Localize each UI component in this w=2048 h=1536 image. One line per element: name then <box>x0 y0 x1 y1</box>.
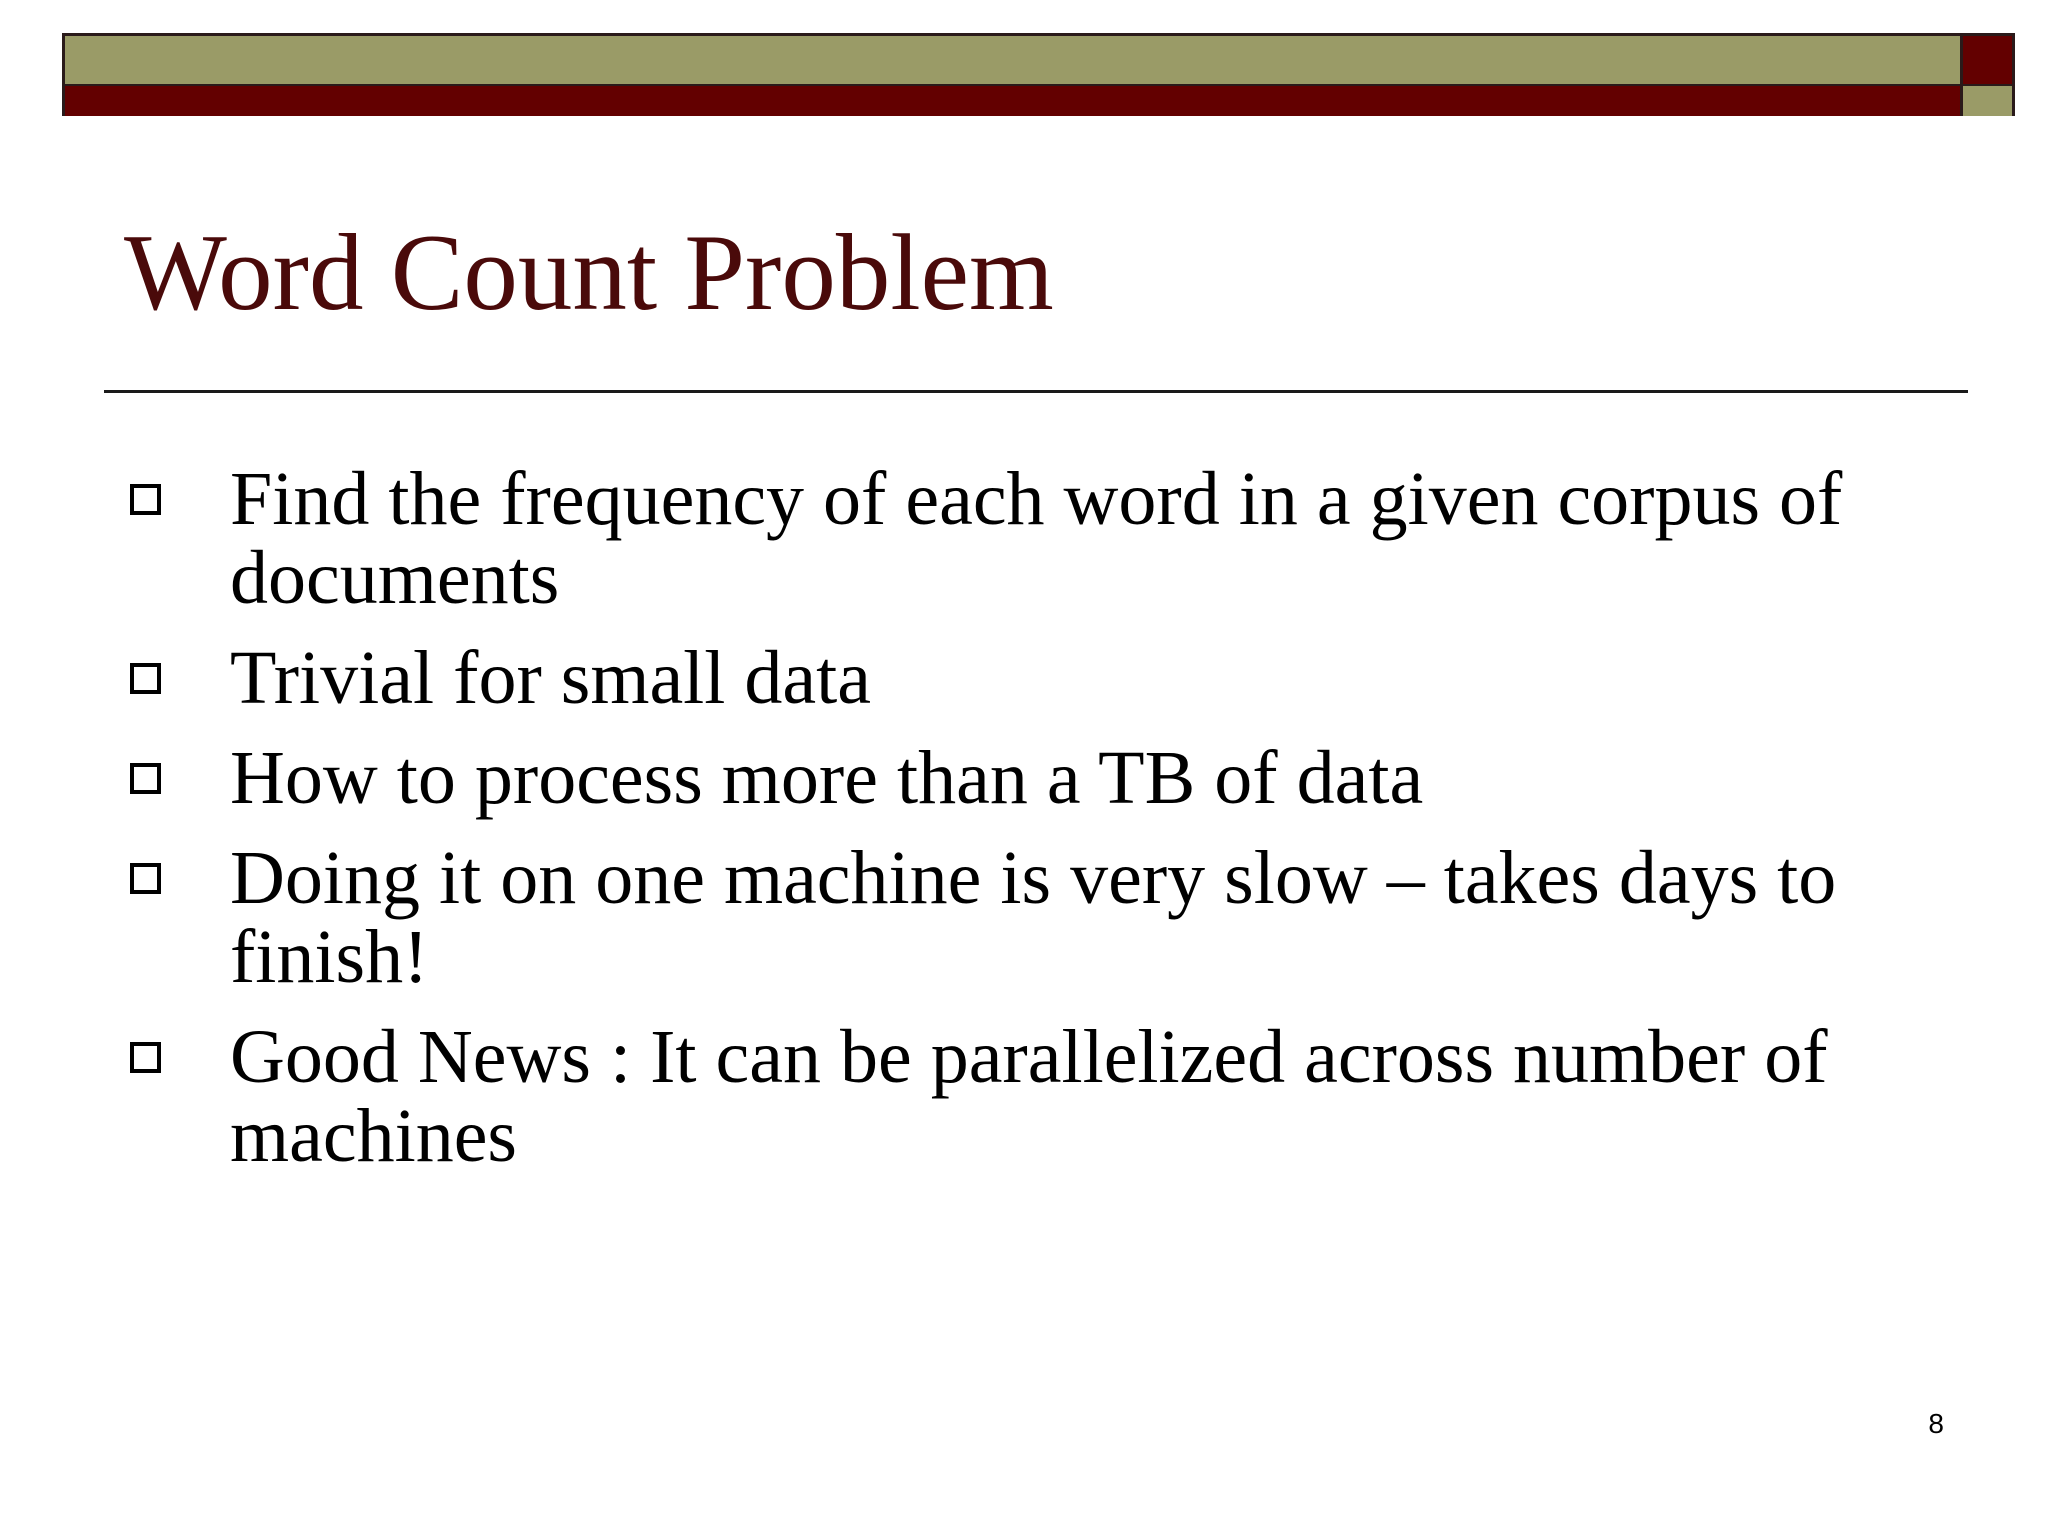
hollow-square-icon <box>130 863 161 894</box>
bullet-text: How to process more than a TB of data <box>230 736 1424 820</box>
title-underline-rule <box>104 390 1968 393</box>
bullet-item <box>128 1015 1908 1178</box>
bullet-text: Find the frequency of each word in a given corpus of documents <box>230 457 1843 620</box>
bullet-text: Trivial for small data <box>230 636 871 720</box>
bullet-item <box>128 836 1908 999</box>
page-number: 8 <box>1928 1408 1944 1439</box>
header-corner-box <box>1960 33 2015 116</box>
bullet-text: Good News : It can be parallelized across number of machines <box>230 1015 1828 1178</box>
bullet-item <box>128 636 1908 720</box>
slide-title: Word Count Problem <box>124 212 1054 333</box>
bullet-item <box>128 736 1908 820</box>
header-corner-olive <box>1963 86 2012 116</box>
header-decoration-band <box>62 33 1964 116</box>
header-band-maroon <box>65 86 1961 116</box>
bullet-list <box>128 457 1908 1197</box>
bullet-text: Doing it on one machine is very slow – takes days to finish! <box>230 836 1837 999</box>
hollow-square-icon <box>130 663 161 694</box>
header-corner-maroon <box>1963 36 2012 86</box>
bullet-item <box>128 457 1908 620</box>
hollow-square-icon <box>130 763 161 794</box>
header-band-olive <box>65 36 1961 86</box>
hollow-square-icon <box>130 484 161 515</box>
hollow-square-icon <box>130 1042 161 1073</box>
